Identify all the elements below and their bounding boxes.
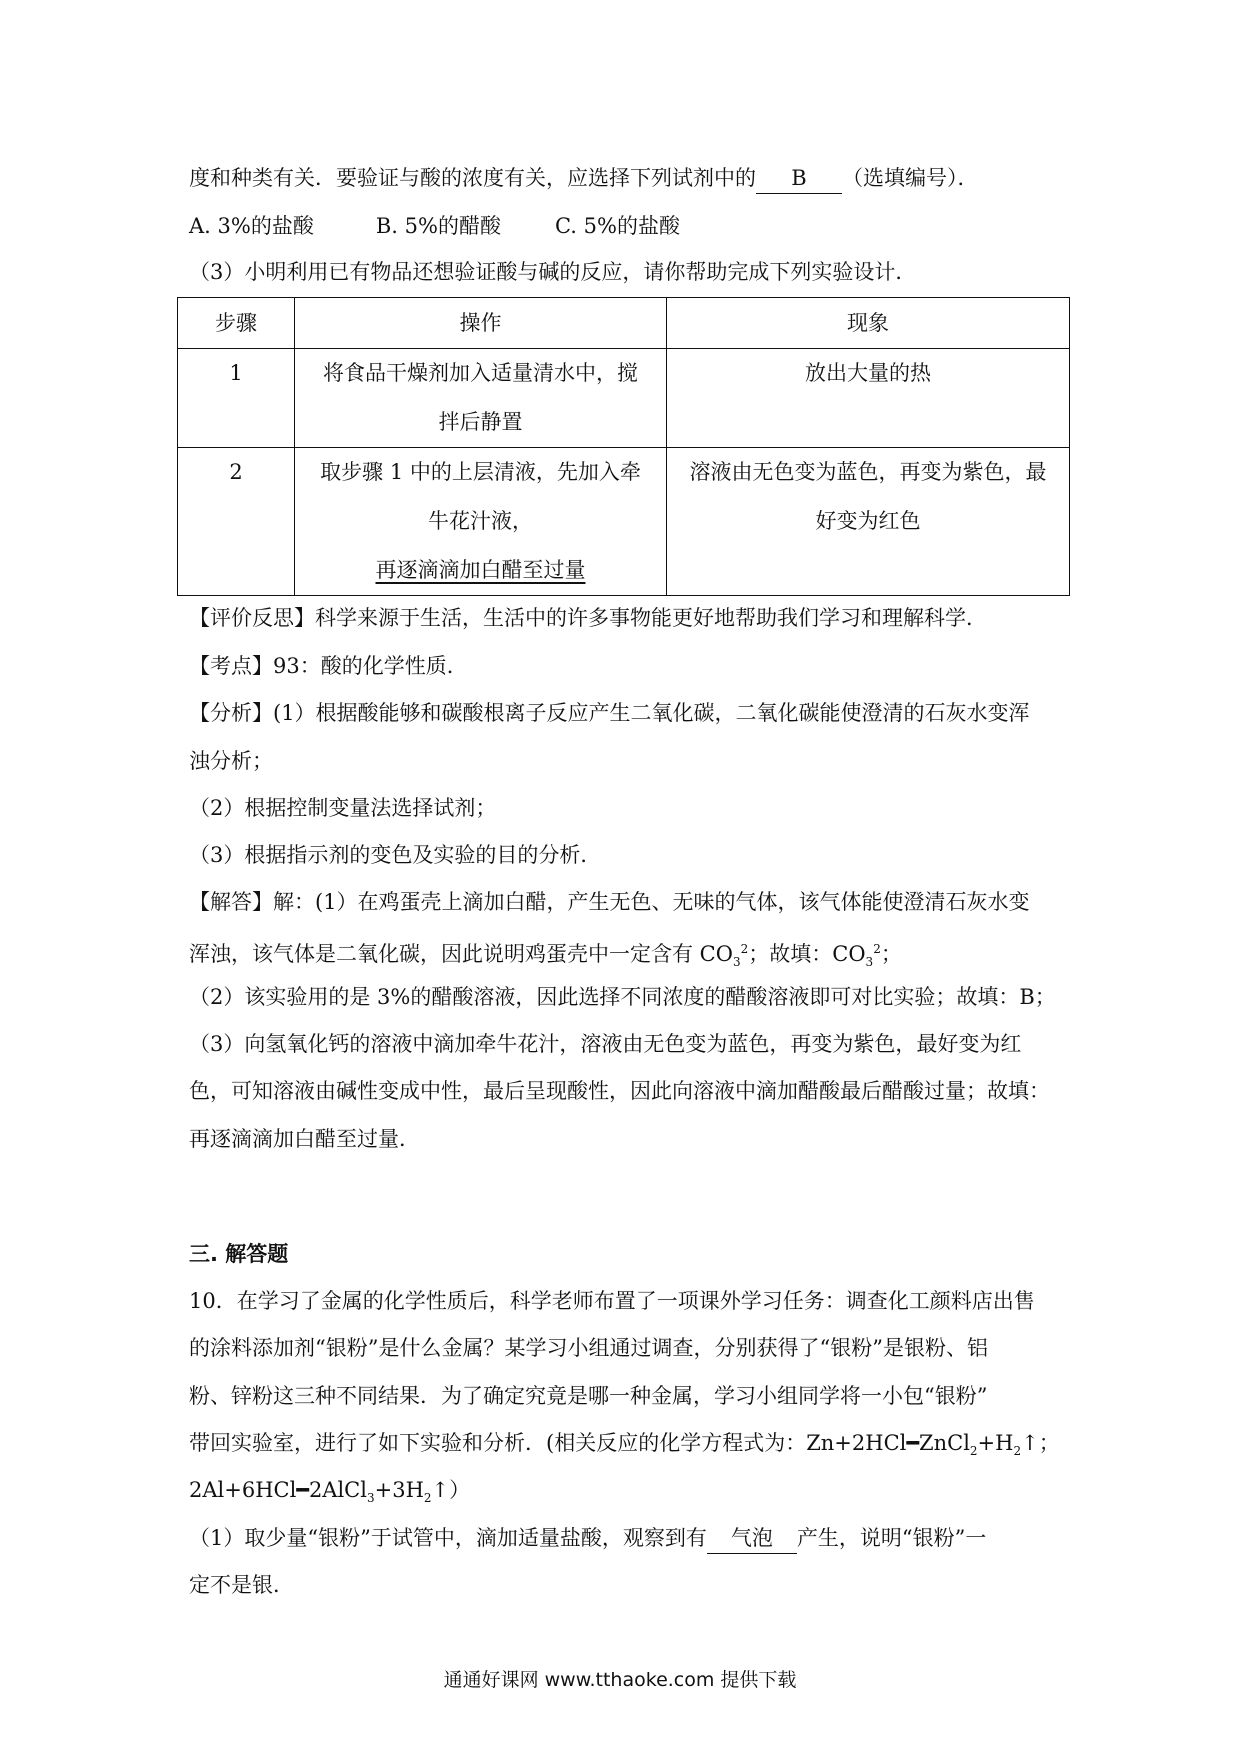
q10-line-1: 10．在学习了金属的化学性质后，科学老师布置了一项课外学习任务：调查化工颜料店出售 <box>189 1289 1035 1313</box>
q10-line-5 <box>189 1475 470 1513</box>
answer-1b <box>189 934 902 977</box>
intro-text: 度和种类有关．要验证与酸的浓度有关，应选择下列试剂中的 <box>189 166 756 190</box>
equation-text: +H <box>977 1431 1014 1455</box>
operation-line: 取步骤 1 中的上层清液，先加入牵 <box>320 460 641 484</box>
experiment-table <box>177 297 1070 596</box>
equation-text: ↑； <box>1021 1431 1060 1455</box>
option-b: B. 5%的醋酸 <box>375 214 501 238</box>
equation-text: +3H <box>374 1478 424 1502</box>
subscript: 3 <box>865 955 874 970</box>
kaodian: 【考点】93：酸的化学性质． <box>189 654 468 678</box>
q10-line-3: 粉、锌粉这三种不同结果．为了确定究竟是哪一种金属，学习小组同学将一小包“银粉” <box>189 1384 988 1408</box>
answer-3b: 色，可知溶液由碱性变成中性，最后呈现酸性，因此向溶液中滴加醋酸最后醋酸过量；故填： <box>189 1079 1050 1103</box>
section-heading: 三. 解答题 <box>189 1242 289 1266</box>
subscript: 3 <box>366 1491 375 1506</box>
q10-line-4 <box>189 1428 1060 1466</box>
analysis-2: （2）根据控制变量法选择试剂； <box>189 796 497 820</box>
answer-3c: 再逐滴滴加白醋至过量． <box>189 1127 420 1151</box>
subscript: 2 <box>423 1491 432 1506</box>
question-text: （1）取少量“银粉”于试管中，滴加适量盐酸，观察到有 <box>189 1526 707 1550</box>
superscript: 2 <box>740 942 749 956</box>
subscript: 2 <box>969 1444 978 1459</box>
subscript: 3 <box>732 955 741 970</box>
reflection: 【评价反思】科学来源于生活，生活中的许多事物能更好地帮助我们学习和理解科学． <box>189 606 987 630</box>
page-footer: 通通好课网 www.tthaoke.com 提供下载 <box>443 1669 797 1691</box>
answer-1a: 【解答】解：(1）在鸡蛋壳上滴加白醋，产生无色、无味的气体，该气体能使澄清石灰水变 <box>189 890 1030 914</box>
q10-part-1-cont: 定不是银． <box>189 1573 294 1597</box>
step-number: 1 <box>178 349 295 448</box>
q10-line-2: 的涂料添加剂“银粉”是什么金属？某学习小组通过调查，分别获得了“银粉”是银粉、铝 <box>189 1336 988 1360</box>
intro-suffix: （选填编号）． <box>842 166 979 190</box>
table-header-row <box>178 298 1070 349</box>
answer-1b-text: 浑浊，该气体是二氧化碳，因此说明鸡蛋壳中一定含有 CO <box>189 942 733 966</box>
phenomenon-line: 好变为红色 <box>815 509 921 533</box>
phenomenon-line: 溶液由无色变为蓝色，再变为紫色，最 <box>689 460 1047 484</box>
answer-1b-text: ；故填：CO <box>748 942 866 966</box>
header-phenomenon: 现象 <box>667 298 1070 349</box>
phenomenon-line: 放出大量的热 <box>805 361 931 385</box>
table-row <box>178 349 1070 448</box>
answer-blank-b: B <box>756 163 842 194</box>
phenomenon-cell <box>667 448 1070 596</box>
analysis-1a: 【分析】(1）根据酸能够和碳酸根离子反应产生二氧化碳，二氧化碳能使澄清的石灰水变浑 <box>189 701 1030 725</box>
question-3: （3）小明利用已有物品还想验证酸与碱的反应，请你帮助完成下列实验设计． <box>189 260 917 284</box>
header-step: 步骤 <box>178 298 295 349</box>
options-line <box>189 211 680 241</box>
answer-1b-text: ； <box>880 942 902 966</box>
operation-cell <box>295 349 667 448</box>
analysis-1b: 浊分析； <box>189 749 273 773</box>
question-text: 产生，说明“银粉”一 <box>796 1526 987 1550</box>
subscript: 2 <box>1013 1444 1022 1459</box>
answer-3a: （3）向氢氧化钙的溶液中滴加牵牛花汁，溶液由无色变为蓝色，再变为紫色，最好变为红 <box>189 1032 1022 1056</box>
q10-part-1 <box>189 1523 986 1554</box>
equation-text: ↑） <box>431 1478 471 1502</box>
header-operation: 操作 <box>295 298 667 349</box>
phenomenon-cell <box>667 349 1070 448</box>
operation-cell <box>295 448 667 596</box>
answer-blank-bubbles: 气泡 <box>707 1523 797 1554</box>
answer-2: （2）该实验用的是 3%的醋酸溶液，因此选择不同浓度的醋酸溶液即可对比实验；故填：B； <box>189 985 1056 1009</box>
operation-line: 牛花汁液， <box>428 509 533 533</box>
option-a: A. 3%的盐酸 <box>189 214 314 238</box>
superscript: 2 <box>873 942 881 956</box>
equation-text: 2Al+6HCl━2AlCl <box>189 1478 367 1502</box>
table-row <box>178 448 1070 596</box>
intro-line-1 <box>189 163 979 194</box>
step-number: 2 <box>178 448 295 596</box>
operation-line: 拌后静置 <box>438 410 523 434</box>
operation-line: 将食品干燥剂加入适量清水中，搅 <box>323 361 638 385</box>
equation-text: 带回实验室，进行了如下实验和分析．(相关反应的化学方程式为：Zn+2HCl━ZnCl <box>189 1431 970 1455</box>
option-c: C. 5%的盐酸 <box>554 214 680 238</box>
operation-answer: 再逐滴滴加白醋至过量 <box>375 558 586 582</box>
analysis-3: （3）根据指示剂的变色及实验的目的分析． <box>189 843 602 867</box>
